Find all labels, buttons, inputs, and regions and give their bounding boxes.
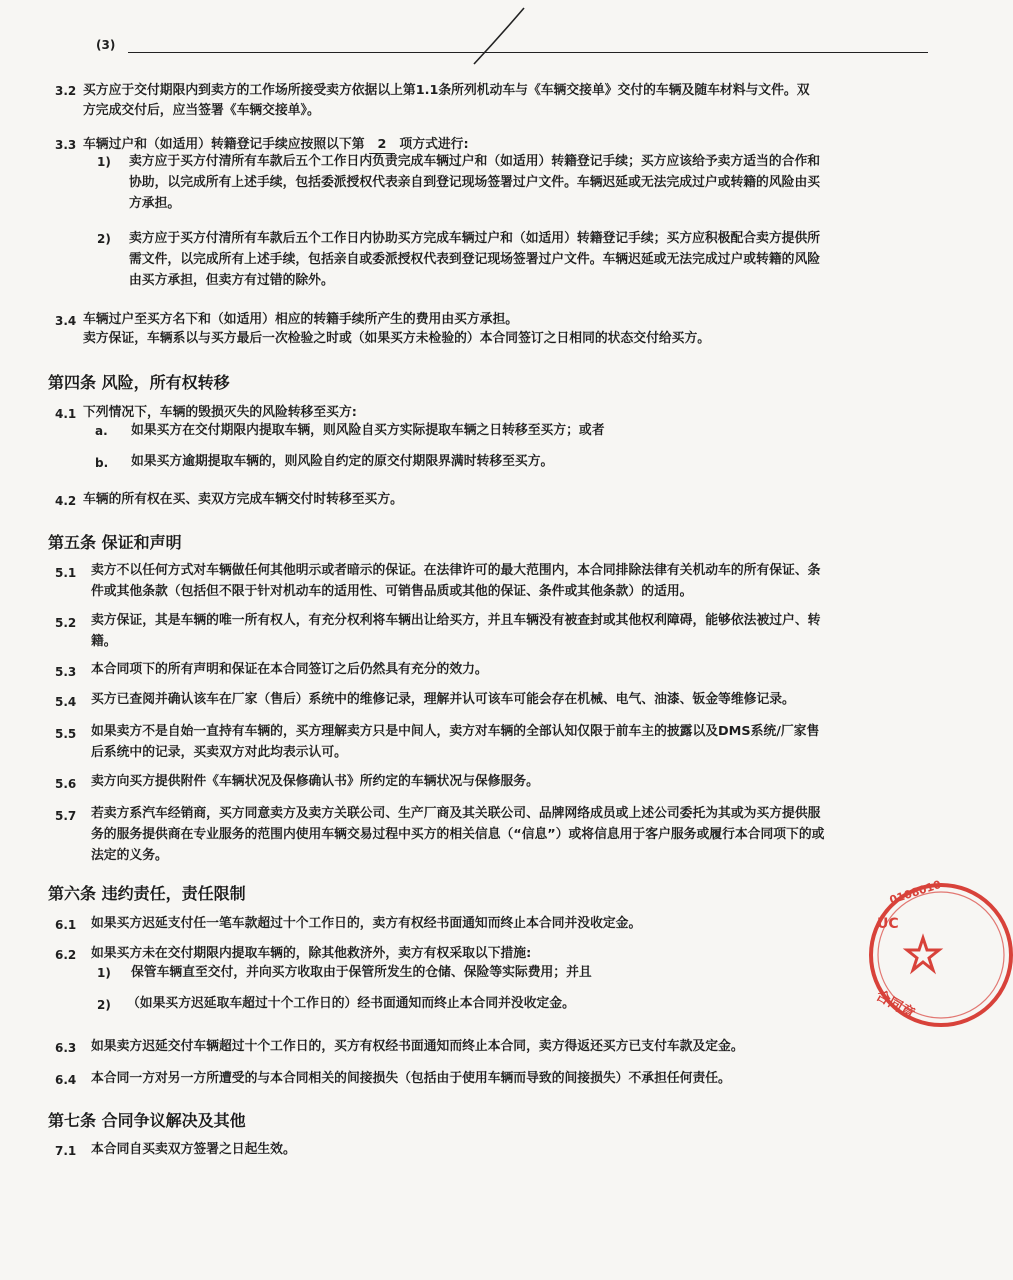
clause-number: 5.7 <box>55 809 77 823</box>
article-heading: 第六条 违约责任，责任限制 <box>48 884 246 903</box>
clause-number: 5.4 <box>55 695 77 709</box>
clause-6-2-item: 保管车辆直至交付，并向买方收取由于保管所发生的仓储、保险等实际费用；并且 <box>131 965 592 980</box>
clause-7-1-text: 本合同自买卖双方签署之日起生效。 <box>91 1142 296 1157</box>
clause-number: 6.1 <box>55 918 77 932</box>
clause-number: 5.1 <box>55 566 77 580</box>
top-item-label: (3) <box>96 38 116 52</box>
clause-number: 5.3 <box>55 665 77 679</box>
clause-number: 4.1 <box>55 407 77 421</box>
clause-4-1-intro: 下列情况下，车辆的毁损灭失的风险转移至买方: <box>83 405 357 420</box>
clause-3-2-line: 买方应于交付期限内到卖方的工作场所接受卖方依据以上第1.1条所列机动车与《车辆交接单》交付的车辆及随车材料与文件。双 <box>83 83 810 98</box>
clause-number: 6.4 <box>55 1073 77 1087</box>
clause-6-2-item: （如果买方迟延取车超过十个工作日的）经书面通知而终止本合同并没收定金。 <box>127 996 575 1011</box>
article-heading: 第七条 合同争议解决及其他 <box>48 1111 246 1130</box>
clause-number: 5.5 <box>55 727 77 741</box>
clause-5-line: 籍。 <box>91 634 117 649</box>
article-heading: 第五条 保证和声明 <box>48 533 182 552</box>
clause-number: 3.4 <box>55 314 77 328</box>
clause-5-line: 卖方向买方提供附件《车辆状况及保修确认书》所约定的车辆状况与保修服务。 <box>91 774 539 789</box>
item-number: 2) <box>97 998 111 1012</box>
clause-number: 3.3 <box>55 138 77 152</box>
item-number: a. <box>95 424 108 438</box>
clause-5-line: 件或其他条款（包括但不限于针对机动车的适用性、可销售品质或其他的保证、条件或其他条款）的适用。 <box>91 584 693 599</box>
clause-3-3-item-line: 由买方承担，但卖方有过错的除外。 <box>129 273 334 288</box>
clause-3-4-line: 卖方保证，车辆系以与买方最后一次检验之时或（如果买方未检验的）本合同签订之日相同的状态交付给买方。 <box>83 331 711 346</box>
clause-number: 5.2 <box>55 616 77 630</box>
method-number-field: 2 <box>369 137 395 154</box>
clause-5-line: 法定的义务。 <box>91 848 168 863</box>
diagonal-strike-mark <box>470 6 530 68</box>
clause-3-3-item-line: 卖方应于买方付清所有车款后五个工作日内协助买方完成车辆过户和（如适用）转籍登记手续；买方应积极配合卖方提供所 <box>129 231 821 246</box>
article-heading: 第四条 风险，所有权转移 <box>48 373 230 392</box>
clause-4-1-item: 如果买方逾期提取车辆的，则风险自约定的原交付期限界满时转移至买方。 <box>131 454 554 469</box>
clause-5-line: 买方已查阅并确认该车在厂家（售后）系统中的维修记录，理解并认可该车可能会存在机械、电气、油漆、钣金等维修记录。 <box>91 692 795 707</box>
svg-text:合同章: 合同章 <box>873 987 918 1023</box>
clause-3-3-item-line: 卖方应于买方付清所有车款后五个工作日内负责完成车辆过户和（如适用）转籍登记手续；买方应该给予卖方适当的合作和 <box>129 154 821 169</box>
clause-3-3-item-line: 协助，以完成所有上述手续，包括委派授权代表亲自到登记现场签署过户文件。车辆迟延或无法完成过户或转籍的风险由买 <box>129 175 821 190</box>
item-number: 1) <box>97 966 111 980</box>
item-number: 2) <box>97 232 111 246</box>
clause-5-line: 务的服务提供商在专业服务的范围内使用车辆交易过程中买方的相关信息（“信息”）或将信息用于客户服务或履行本合同项下的或 <box>91 827 825 842</box>
clause-5-line: 若卖方系汽车经销商，买方同意卖方及卖方关联公司、生产厂商及其关联公司、品牌网络成员或上述公司委托为其或为买方提供服 <box>91 806 821 821</box>
intro-text: 项方式进行: <box>399 137 469 152</box>
clause-5-line: 如果卖方不是自始一直持有车辆的，买方理解卖方只是中间人，卖方对车辆的全部认知仅限于前车主的披露以及DMS系统/厂家售 <box>91 724 820 739</box>
clause-3-3-item-line: 方承担。 <box>129 196 181 211</box>
svg-text:0108010: 0108010 <box>887 877 943 907</box>
clause-number: 7.1 <box>55 1144 77 1158</box>
clause-4-1-item: 如果买方在交付期限内提取车辆，则风险自买方实际提取车辆之日转移至买方；或者 <box>131 423 605 438</box>
company-seal <box>863 877 943 1030</box>
clause-5-line: 本合同项下的所有声明和保证在本合同签订之后仍然具有充分的效力。 <box>91 662 488 677</box>
clause-3-3-item-line: 需文件，以完成所有上述手续，包括亲自或委派授权代表到登记现场签署过户文件。车辆迟延或无法完成过户或转籍的风险 <box>129 252 821 267</box>
clause-3-4-line: 车辆过户至买方名下和（如适用）相应的转籍手续所产生的费用由买方承担。 <box>83 312 519 327</box>
clause-number: 6.2 <box>55 948 77 962</box>
svg-text:UC: UC <box>877 916 899 932</box>
clause-number: 4.2 <box>55 494 77 508</box>
clause-5-line: 卖方不以任何方式对车辆做任何其他明示或者暗示的保证。在法律许可的最大范围内，本合同排除法律有关机动车的所有保证、条 <box>91 563 821 578</box>
clause-number: 3.2 <box>55 84 77 98</box>
clause-5-line: 后系统中的记录，买卖双方对此均表示认可。 <box>91 745 347 760</box>
clause-6-3-text: 如果卖方迟延交付车辆超过十个工作日的，买方有权经书面通知而终止本合同，卖方得返还买方已支付车款及定金。 <box>91 1039 744 1054</box>
clause-6-1-text: 如果买方迟延支付任一笔车款超过十个工作日的，卖方有权经书面通知而终止本合同并没收定金。 <box>91 916 642 931</box>
clause-4-2-text: 车辆的所有权在买、卖双方完成车辆交付时转移至买方。 <box>83 492 403 507</box>
clause-3-2-line: 方完成交付后，应当签署《车辆交接单》。 <box>83 103 320 118</box>
clause-number: 6.3 <box>55 1041 77 1055</box>
item-number: b. <box>95 456 109 470</box>
clause-6-4-text: 本合同一方对另一方所遭受的与本合同相关的间接损失（包括由于使用车辆而导致的间接损失）不承担任何责任。 <box>91 1071 731 1086</box>
clause-5-line: 卖方保证，其是车辆的唯一所有权人，有充分权利将车辆出让给买方，并且车辆没有被查封或其他权利障碍，能够依法被过户、转 <box>91 613 821 628</box>
clause-number: 5.6 <box>55 777 77 791</box>
intro-text: 车辆过户和（如适用）转籍登记手续应按照以下第 <box>83 137 365 152</box>
clause-6-2-intro: 如果买方未在交付期限内提取车辆的，除其他救济外，卖方有权采取以下措施: <box>91 946 532 961</box>
seal-icon <box>863 877 1013 1030</box>
item-number: 1) <box>97 155 111 169</box>
